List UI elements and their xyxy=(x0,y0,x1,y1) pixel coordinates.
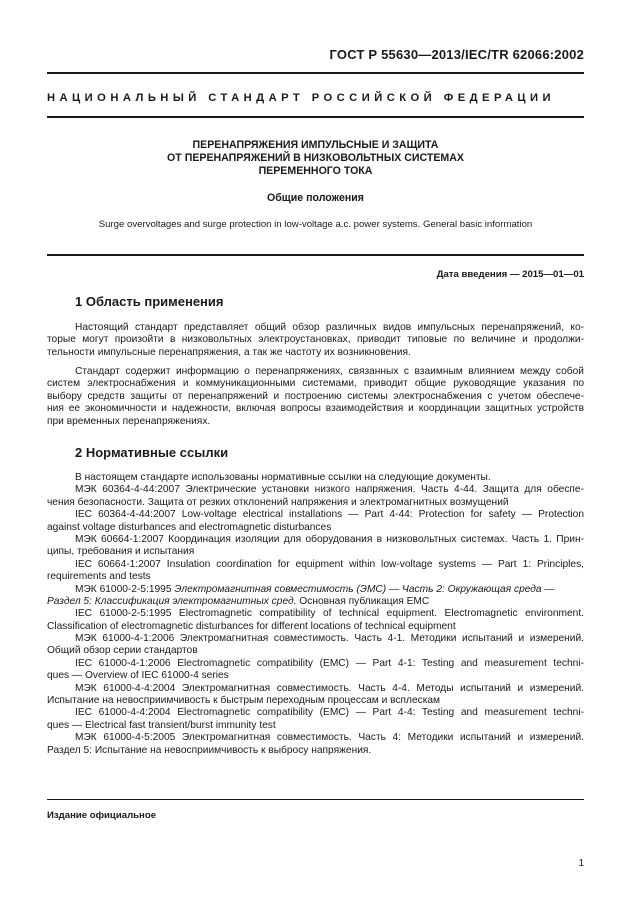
reference-line: IEC 61000-2-5:1995 Electromagnetic compatibility of technical equipment. Electromagnetic environment. xyxy=(75,608,584,620)
reference-line: чения безопасности. Защита от резких отклонений напряжения и электромагнитных возмущений xyxy=(47,496,509,508)
text-line: тельности импульсные перенапряжения, а так же частоту их возникновения. xyxy=(47,346,411,358)
national-standard-banner: НАЦИОНАЛЬНЫЙ СТАНДАРТ РОССИЙСКОЙ ФЕДЕРАЦИИ xyxy=(47,92,556,104)
section1-paragraph xyxy=(47,322,584,359)
reference-line xyxy=(47,584,584,596)
reference-line: requirements and tests xyxy=(47,571,151,583)
reference-line: Раздел 5: Испытание на невосприимчивость к выбросу напряжения. xyxy=(47,744,372,756)
text-line: при временных перенапряжениях. xyxy=(47,415,211,427)
reference-code: МЭК 61000-2-5:1995 xyxy=(75,583,175,595)
reference-title-italic: Электромагнитная совместимость (ЭМС) — Часть 2: Окружающая среда — xyxy=(174,583,555,595)
document-subtitle: Общие положения xyxy=(267,192,364,204)
reference-line: IEC 61000-4-1:2006 Electromagnetic compatibility (EMC) — Part 4-1: Testing and measurement techni- xyxy=(75,657,584,669)
title-line: ПЕРЕНАПРЯЖЕНИЯ ИМПУЛЬСНЫЕ И ЗАЩИТА xyxy=(192,139,439,151)
reference-line: IEC 60364-4-44:2007 Low-voltage electrical installations — Part 4-44: Protection for safety — Protection xyxy=(75,509,584,521)
text-line: выбору средств защиты от перенапряжений и построению системы электроснабжения с учетом обеспече- xyxy=(47,390,584,402)
text-line: Стандарт содержит информацию о перенапряжениях, связанных с взаимным влиянием между собой xyxy=(75,366,584,377)
text-line: В настоящем стандарте использованы нормативные ссылки на следующие документы. xyxy=(75,472,491,483)
title-line: ПЕРЕМЕННОГО ТОКА xyxy=(258,165,373,177)
introduction-date: Дата введения — 2015—01—01 xyxy=(436,269,584,280)
reference-line: ques — Overview of IEC 61000-4 series xyxy=(47,670,229,682)
reference-line: ципы, требования и испытания xyxy=(47,546,195,558)
english-title: Surge overvoltages and surge protection in low-voltage a.c. power systems. General basic information xyxy=(98,219,533,230)
page-number: 1 xyxy=(578,858,584,869)
reference-line: МЭК 60364-4-44:2007 Электрические установки низкого напряжения. Часть 4-44. Защита для обеспе- xyxy=(75,484,584,496)
reference-line: МЭК 61000-4-4:2004 Электромагнитная совместимость. Часть 4-4. Методы испытаний и измерений. xyxy=(75,682,584,694)
document-code: ГОСТ Р 55630—2013/IEC/TR 62066:2002 xyxy=(329,47,584,62)
section-heading: 1 Область применения xyxy=(75,294,224,309)
reference-title-italic: Раздел 5: Классификация электромагнитных сред. xyxy=(47,595,297,607)
text-line: торые могут произойти в низковольтных электроустановках, приводит типовые по величине и продолжи- xyxy=(47,334,584,346)
section1-paragraph xyxy=(47,366,584,428)
section2-references xyxy=(47,472,584,757)
text-line: Настоящий стандарт представляет общий обзор различных видов импульсных перенапряжений, ко- xyxy=(75,322,584,333)
reference-line: IEC 61000-4-4:2004 Electromagnetic compatibility (EMC) — Part 4-4: Testing and measurement techni- xyxy=(75,707,584,719)
document-title xyxy=(47,139,584,178)
text-line: систем электроснабжения и коммуникационными системами, приводит общие руководящие указания по xyxy=(47,378,584,390)
reference-line: Classification of electromagnetic disturbances for different locations of technical equipment xyxy=(47,620,456,632)
reference-line: IEC 60664-1:2007 Insulation coordination for equipment within low-voltage systems — Part 1: Principles, xyxy=(75,558,584,570)
reference-line: Общий обзор серии стандартов xyxy=(47,645,198,657)
title-line: ОТ ПЕРЕНАПРЯЖЕНИЙ В НИЗКОВОЛЬТНЫХ СИСТЕМАХ xyxy=(167,152,464,164)
footer-rule xyxy=(47,799,584,800)
title-rule xyxy=(47,254,584,256)
reference-note: Основная публикация ЕМС xyxy=(296,595,430,607)
reference-line: МЭК 60664-1:2007 Координация изоляции для оборудования в низковольтных системах. Часть 1. Прин- xyxy=(75,533,584,545)
reference-line xyxy=(47,596,584,608)
reference-line: ques — Electrical fast transient/burst immunity test xyxy=(47,719,276,731)
header-rule xyxy=(47,72,584,74)
reference-line: МЭК 61000-4-5:2005 Электромагнитная совместимость. Часть 4: Методики испытаний и измерений. xyxy=(75,732,584,744)
text-line: ния ее экономичности и надежности, включая вопросы взаимодействия и координации защитных устройств xyxy=(47,403,584,415)
reference-line: Испытание на невосприимчивость к быстрым переходным процессам и всплескам xyxy=(47,695,441,707)
banner-rule xyxy=(47,116,584,118)
official-edition-label: Издание официальное xyxy=(47,810,157,821)
section-heading: 2 Нормативные ссылки xyxy=(75,445,229,460)
reference-line: against voltage disturbances and electromagnetic disturbances xyxy=(47,521,332,533)
reference-line: МЭК 61000-4-1:2006 Электромагнитная совместимость. Часть 4-1. Методики испытаний и измерений. xyxy=(75,633,584,645)
